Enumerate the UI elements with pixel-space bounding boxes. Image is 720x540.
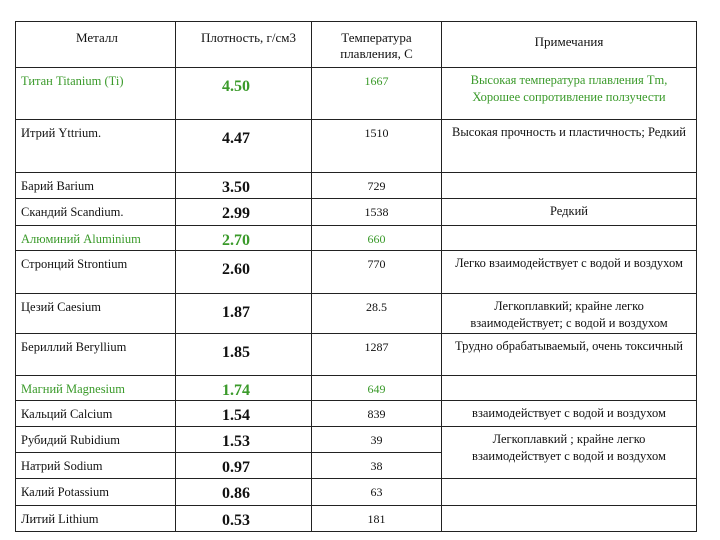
metals-table [15,21,697,532]
note-cell: Легко взаимодействует с водой и воздухом [442,251,697,294]
density-value: 4.50 [176,68,312,120]
table-row [16,226,697,251]
table-row [16,479,697,506]
melting-value: 38 [312,453,442,479]
header-metal: Металл [16,22,176,68]
table-row [16,376,697,401]
metal-name: Кальций Calcium [16,401,176,427]
note-cell: взаимодействует с водой и воздухом [442,401,697,427]
note-cell [442,226,697,251]
melting-value: 28.5 [312,294,442,334]
table-row [16,334,697,376]
note-cell [442,173,697,199]
metal-name: Натрий Sodium [16,453,176,479]
note-cell [442,479,697,506]
metal-name: Стронций Strontium [16,251,176,294]
note-cell: Высокая температура плавления Тm, Хорошее сопротивление ползучести [442,68,697,120]
density-value: 1.87 [176,294,312,334]
density-value: 1.85 [176,334,312,376]
density-value: 1.53 [176,427,312,453]
table-row [16,251,697,294]
header-row [16,22,697,68]
table-row [16,427,697,453]
density-value: 0.86 [176,479,312,506]
melting-value: 1510 [312,120,442,173]
melting-value: 1667 [312,68,442,120]
note-cell: Редкий [442,199,697,226]
metal-name: Алюминий Aluminium [16,226,176,251]
density-value: 1.74 [176,376,312,401]
melting-value: 1287 [312,334,442,376]
table-row [16,199,697,226]
metal-name: Рубидий Rubidium [16,427,176,453]
metal-name: Титан Titanium (Ti) [16,68,176,120]
density-value: 4.47 [176,120,312,173]
melting-value: 1538 [312,199,442,226]
melting-value: 39 [312,427,442,453]
density-value: 2.99 [176,199,312,226]
note-cell: Легкоплавкий; крайне легко взаимодействует; с водой и воздухом [442,294,697,334]
melting-value: 649 [312,376,442,401]
metal-name: Литий Lithium [16,506,176,532]
note-cell [442,506,697,532]
table-row [16,68,697,120]
metal-name: Скандий Scandium. [16,199,176,226]
melting-value: 839 [312,401,442,427]
note-cell: Трудно обрабатываемый, очень токсичный [442,334,697,376]
table-row [16,401,697,427]
density-value: 2.60 [176,251,312,294]
melting-value: 63 [312,479,442,506]
density-value: 1.54 [176,401,312,427]
density-value: 0.53 [176,506,312,532]
metal-name: Цезий Caesium [16,294,176,334]
table-row [16,173,697,199]
density-value: 3.50 [176,173,312,199]
header-notes: Примечания [442,22,697,68]
melting-value: 660 [312,226,442,251]
density-value: 2.70 [176,226,312,251]
melting-value: 729 [312,173,442,199]
metal-name: Калий Potassium [16,479,176,506]
table-row [16,506,697,532]
table-row [16,120,697,173]
metal-name: Магний Magnesium [16,376,176,401]
melting-value: 181 [312,506,442,532]
note-cell: Высокая прочность и пластичность; Редкий [442,120,697,173]
note-cell: Легкоплавкий ; крайне легко взаимодействует с водой и воздухом [442,427,697,479]
metal-name: Итрий Yttrium. [16,120,176,173]
table-row [16,294,697,334]
header-melting: Температура плавления, С [312,22,442,68]
metal-name: Бериллий Beryllium [16,334,176,376]
note-cell [442,376,697,401]
density-value: 0.97 [176,453,312,479]
melting-value: 770 [312,251,442,294]
metal-name: Барий Barium [16,173,176,199]
header-density: Плотность, г/см3 [176,22,312,68]
